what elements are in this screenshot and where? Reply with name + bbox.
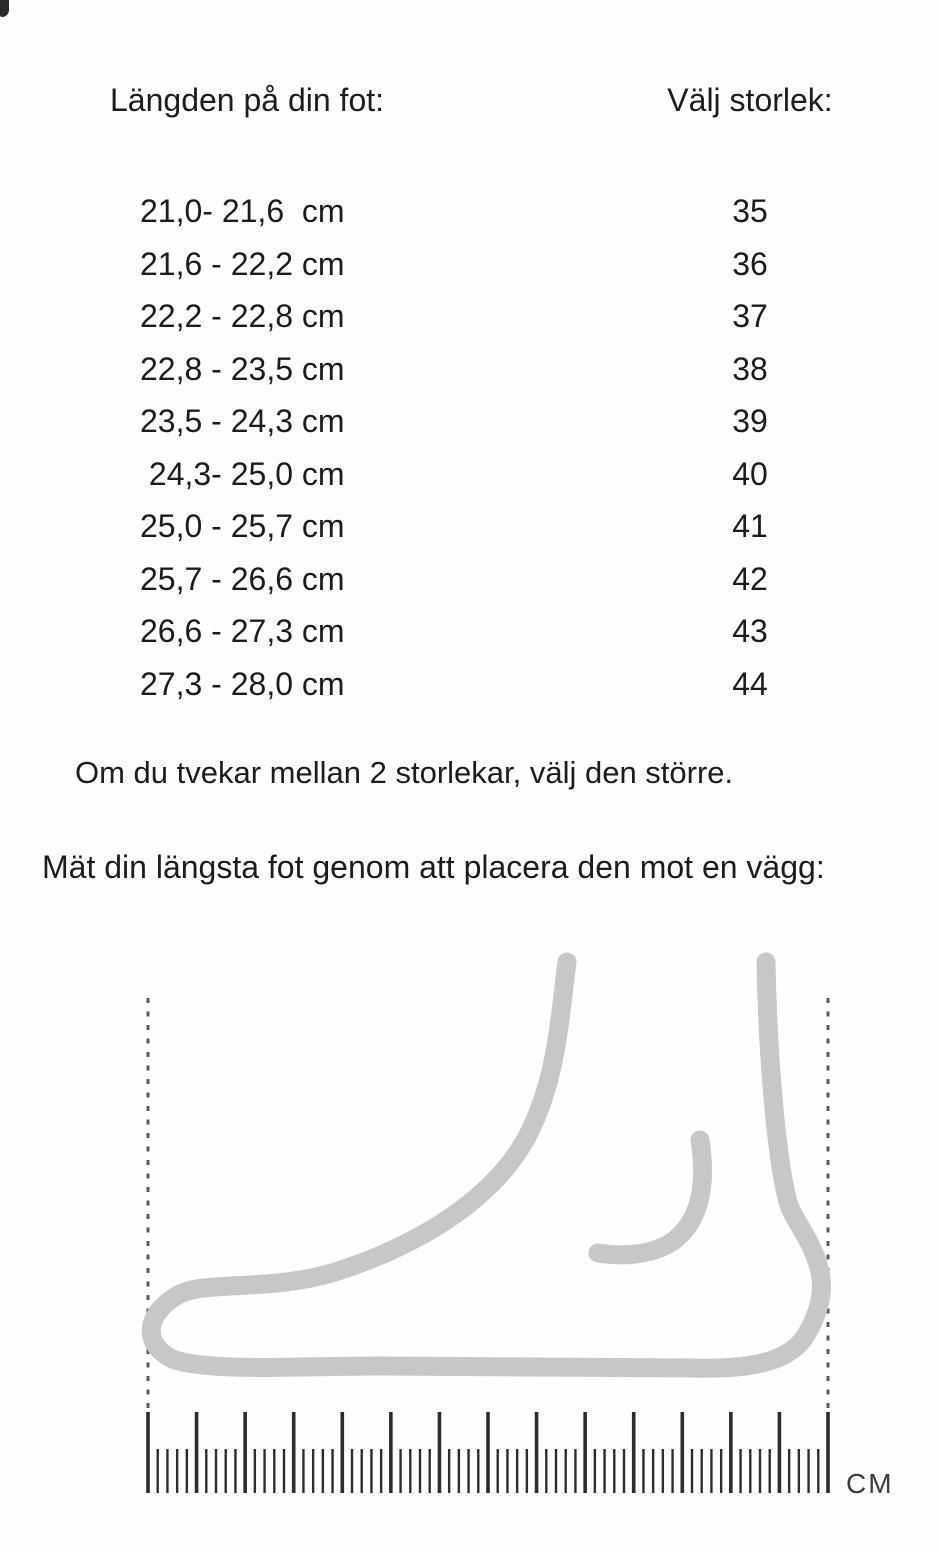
- length-column-header: Längden på din fot:: [110, 82, 385, 118]
- shoe-size-value: 43: [732, 613, 768, 649]
- table-row: [0, 500, 940, 553]
- table-row: [0, 605, 940, 658]
- foot-length-range: 21,0- 21,6 cm: [140, 193, 345, 229]
- measure-instruction-text: Mät din längsta fot genom att placera den mot en vägg:: [42, 849, 825, 885]
- table-row: [0, 290, 940, 343]
- foot-length-range: 25,0 - 25,7 cm: [140, 508, 345, 544]
- shoe-size-value: 38: [732, 350, 768, 387]
- table-row: [0, 238, 940, 291]
- size-hint-text: Om du tvekar mellan 2 storlekar, välj den större.: [75, 755, 734, 790]
- foot-length-range: 22,8 - 23,5 cm: [140, 350, 345, 387]
- shoe-size-value: 42: [732, 560, 768, 597]
- shoe-size-value: 36: [732, 245, 768, 282]
- foot-length-range: 22,2 - 22,8 cm: [140, 298, 345, 334]
- foot-measurement-illustration: [0, 950, 940, 1553]
- size-table: [0, 185, 940, 710]
- foot-length-range: 25,7 - 26,6 cm: [140, 560, 345, 597]
- foot-length-range: 23,5 - 24,3 cm: [140, 403, 345, 439]
- table-row: [0, 185, 940, 238]
- shoe-size-value: 40: [732, 455, 768, 492]
- ruler-ticks: [148, 1412, 828, 1493]
- size-column-header: Välj storlek:: [667, 82, 833, 118]
- foot-length-range: 26,6 - 27,3 cm: [140, 613, 345, 649]
- table-headers: [0, 82, 940, 122]
- table-row: [0, 395, 940, 448]
- table-row: [0, 553, 940, 606]
- table-row: [0, 658, 940, 711]
- shoe-size-value: 35: [732, 193, 768, 229]
- corner-artifact: [0, 0, 9, 17]
- table-row: [0, 343, 940, 396]
- shoe-size-value: 41: [732, 508, 768, 544]
- table-row: [0, 448, 940, 501]
- shoe-size-value: 39: [732, 403, 768, 439]
- foot-outline: [151, 962, 821, 1368]
- foot-length-range: 27,3 - 28,0 cm: [140, 665, 345, 702]
- cm-unit-label: CM: [846, 1468, 894, 1499]
- shoe-size-value: 44: [732, 665, 768, 702]
- shoe-size-value: 37: [732, 298, 768, 334]
- ankle-line: [598, 1140, 703, 1255]
- foot-length-range: 24,3- 25,0 cm: [140, 455, 345, 492]
- foot-length-range: 21,6 - 22,2 cm: [140, 245, 345, 282]
